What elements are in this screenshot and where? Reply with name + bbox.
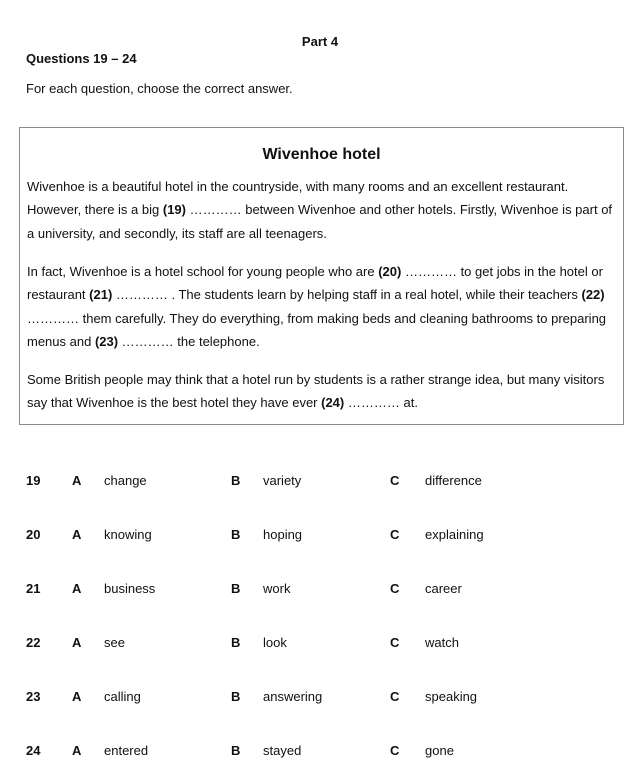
option-b-letter[interactable]: B (231, 689, 241, 704)
option-a-text[interactable]: knowing (104, 527, 152, 542)
option-c-letter[interactable]: C (390, 473, 400, 488)
gap-24: (24) (321, 395, 345, 411)
question-number: 23 (26, 689, 41, 704)
option-a-letter[interactable]: A (72, 473, 82, 488)
paragraph-text: Some British people may think that a hotel run by students is a rather strange idea, but many visitors say that Wivenhoe is the best hotel they have ever (27, 372, 605, 411)
option-a-text[interactable]: calling (104, 689, 141, 704)
option-c-text[interactable]: watch (425, 635, 459, 650)
passage-title: Wivenhoe hotel (262, 146, 381, 163)
option-c-letter[interactable]: C (390, 581, 400, 596)
question-number: 21 (26, 581, 41, 596)
option-c-letter[interactable]: C (390, 527, 400, 542)
option-b-text[interactable]: stayed (263, 743, 302, 758)
option-b-text[interactable]: work (263, 581, 291, 596)
paragraph-text: ………… between Wivenhoe and other hotels. Firstly, Wivenhoe is part of a university, and secondly, its staff are all teenagers. (27, 202, 613, 241)
option-b-letter[interactable]: B (231, 635, 241, 650)
option-c-letter[interactable]: C (390, 689, 400, 704)
option-b-letter[interactable]: B (231, 527, 241, 542)
paragraph-text: Wivenhoe is a beautiful hotel in the countryside, with many rooms and an excellent restaurant. However, there is a big (27, 179, 569, 218)
paragraph-text: ………… them carefully. They do everything, from making beds and cleaning bathrooms to preparing menus and (27, 310, 607, 349)
question-row-22 (0, 635, 640, 655)
gap-22: (22) (581, 287, 605, 303)
paragraph-text: ………… to get jobs in the hotel or restaurant (27, 264, 603, 303)
question-number: 22 (26, 635, 41, 650)
passage-box (19, 127, 624, 425)
passage-paragraph-2 (27, 260, 622, 353)
question-row-23 (0, 689, 640, 709)
option-a-letter[interactable]: A (72, 743, 82, 758)
paragraph-text: In fact, Wivenhoe is a hotel school for young people who are (27, 264, 379, 279)
paragraph-text: ………… at. (344, 395, 418, 411)
option-b-text[interactable]: look (263, 635, 287, 650)
option-c-text[interactable]: career (425, 581, 462, 596)
part-heading: Part 4 (301, 34, 339, 49)
passage-paragraph-1 (27, 175, 622, 245)
option-c-text[interactable]: explaining (425, 527, 484, 542)
option-a-letter[interactable]: A (72, 527, 82, 542)
question-number: 24 (26, 743, 41, 758)
option-a-letter[interactable]: A (72, 581, 82, 596)
option-c-text[interactable]: difference (425, 473, 482, 488)
gap-19: (19) (162, 202, 186, 218)
instructions: For each question, choose the correct answer. (26, 81, 293, 96)
option-a-letter[interactable]: A (72, 689, 82, 704)
question-row-24 (0, 743, 640, 763)
option-c-letter[interactable]: C (390, 635, 400, 650)
gap-23: (23) (94, 333, 119, 349)
paragraph-text: ………… the telephone. (118, 333, 260, 349)
paragraph-text: ………… . The students learn by helping staff in a real hotel, while their teachers (112, 287, 582, 303)
option-a-text[interactable]: business (104, 581, 156, 596)
option-c-letter[interactable]: C (390, 743, 400, 758)
question-row-21 (0, 581, 640, 601)
passage-paragraph-3 (27, 368, 622, 415)
question-number: 19 (26, 473, 41, 488)
option-b-letter[interactable]: B (231, 743, 241, 758)
question-row-19 (0, 473, 640, 493)
question-row-20 (0, 527, 640, 547)
option-b-text[interactable]: variety (263, 473, 302, 488)
questions-heading: Questions 19 – 24 (26, 51, 137, 66)
option-b-text[interactable]: answering (263, 689, 323, 704)
option-a-letter[interactable]: A (72, 635, 82, 650)
option-a-text[interactable]: change (104, 473, 147, 488)
option-c-text[interactable]: speaking (425, 689, 478, 704)
option-b-letter[interactable]: B (231, 473, 241, 488)
gap-20: (20) (378, 264, 402, 279)
gap-21: (21) (89, 287, 113, 303)
option-c-text[interactable]: gone (425, 743, 454, 758)
option-b-letter[interactable]: B (231, 581, 241, 596)
option-a-text[interactable]: see (104, 635, 125, 650)
option-a-text[interactable]: entered (104, 743, 149, 758)
question-number: 20 (26, 527, 41, 542)
option-b-text[interactable]: hoping (263, 527, 303, 542)
